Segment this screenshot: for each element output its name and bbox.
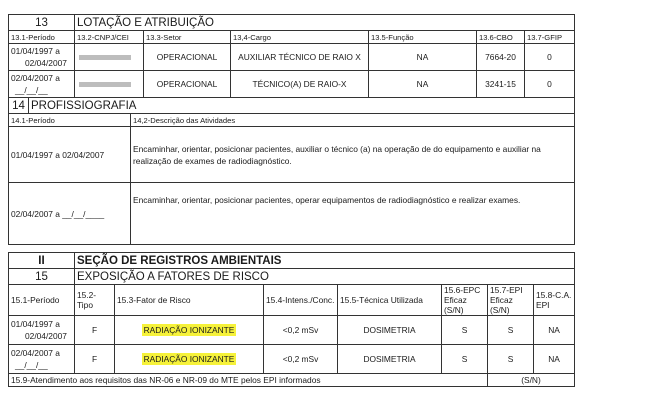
period-end: 02/04/2007 — [25, 331, 67, 341]
header-setor: 13.3-Setor — [144, 31, 231, 44]
table-row — [9, 44, 575, 71]
cargo-cell: AUXILIAR TÉCNICO DE RAIO X — [231, 44, 369, 71]
funcao-cell: NA — [369, 71, 477, 98]
ca-cell: NA — [534, 345, 575, 374]
gfip-cell: 0 — [525, 44, 575, 71]
epi-cell: S — [488, 345, 534, 374]
table-row — [9, 345, 575, 374]
gfip-cell: 0 — [525, 71, 575, 98]
header-cbo: 13.6-CBO — [477, 31, 525, 44]
section-15-header-row — [9, 285, 575, 316]
header-cnpj: 13.2-CNPJ/CEI — [75, 31, 144, 44]
section-13-title: LOTAÇÃO E ATRIBUIÇÃO — [75, 15, 575, 31]
header-gfip: 13.7-GFIP — [525, 31, 575, 44]
period-cell: 01/04/1997 a 02/04/2007 — [9, 127, 131, 183]
table-row — [9, 183, 575, 245]
tecnica-cell: DOSIMETRIA — [338, 316, 442, 345]
period-cell: 02/04/2007 a __/__/____ — [9, 183, 131, 245]
header-tecnica: 15.5-Técnica Utilizada — [338, 285, 442, 316]
tipo-cell: F — [75, 316, 115, 345]
table-row — [9, 71, 575, 98]
tipo-cell: F — [75, 345, 115, 374]
footer-value: (S/N) — [488, 374, 575, 387]
intens-cell: <0,2 mSv — [264, 345, 338, 374]
epi-cell: S — [488, 316, 534, 345]
setor-cell: OPERACIONAL — [144, 71, 231, 98]
cbo-cell: 3241-15 — [477, 71, 525, 98]
table-row — [9, 127, 575, 183]
description-cell: Encaminhar, orientar, posicionar pacientes, operar equipamentos de radiodiagnóstico e realizar exames. — [131, 183, 575, 245]
period-end: __/__/__ — [15, 85, 48, 95]
ppp-document — [8, 14, 574, 387]
period-cell — [9, 316, 75, 345]
redacted-cnpj — [79, 55, 131, 60]
section-13-table — [8, 14, 575, 98]
intens-cell: <0,2 mSv — [264, 316, 338, 345]
section-14-title: PROFISSIOGRAFIA — [29, 98, 575, 114]
header-periodo: 15.1-Período — [9, 285, 75, 316]
period-sep: a — [55, 46, 60, 56]
header-ca: 15.8-C.A. EPI — [534, 285, 575, 316]
period-end: __/__/__ — [15, 360, 48, 370]
header-periodo: 13.1-Período — [9, 31, 75, 44]
period-cell — [9, 71, 75, 98]
setor-cell: OPERACIONAL — [144, 44, 231, 71]
header-cargo: 13,4-Cargo — [231, 31, 369, 44]
section-15-table — [8, 252, 575, 387]
period-end: 02/04/2007 — [25, 58, 67, 68]
section-14-table — [8, 97, 575, 245]
highlighted-risk: RADIAÇÃO IONIZANTE — [143, 325, 235, 335]
section-14-number: 14 — [9, 98, 29, 114]
cnpj-cell — [75, 71, 144, 98]
period-start: 02/04/2007 — [11, 348, 53, 358]
period-sep: a — [55, 73, 60, 83]
period-start: 01/04/1997 — [11, 46, 53, 56]
section-15-footer-row — [9, 374, 575, 387]
cbo-cell: 7664-20 — [477, 44, 525, 71]
fator-cell — [115, 316, 264, 345]
section-14-header-row — [9, 114, 575, 127]
period-cell — [9, 345, 75, 374]
fator-cell — [115, 345, 264, 374]
header-intens: 15.4-Intens./Conc. — [264, 285, 338, 316]
header-descricao: 14,2-Descrição das Atividades — [131, 114, 575, 127]
table-row — [9, 316, 575, 345]
funcao-cell: NA — [369, 44, 477, 71]
section-ii-number: II — [9, 253, 75, 269]
period-sep: a — [55, 319, 60, 329]
description-cell: Encaminhar, orientar, posicionar pacientes, auxiliar o técnico (a) na operação de do equipamento e auxiliar na realização de exames de radiodiagnóstico. — [131, 127, 575, 183]
period-start: 01/04/1997 — [11, 319, 53, 329]
redacted-cnpj — [79, 82, 131, 87]
header-tipo: 15.2-Tipo — [75, 285, 115, 316]
header-periodo: 14.1-Período — [9, 114, 131, 127]
period-sep: a — [55, 348, 60, 358]
period-start: 02/04/2007 — [11, 73, 53, 83]
footer-requirement: 15.9-Atendimento aos requisitos das NR-06 e NR-09 do MTE pelos EPI informados — [9, 374, 488, 387]
ca-cell: NA — [534, 316, 575, 345]
section-13-header-row — [9, 31, 575, 44]
section-13-number: 13 — [9, 15, 75, 31]
section-15-number: 15 — [9, 269, 75, 285]
epc-cell: S — [442, 345, 488, 374]
section-ii-title: SEÇÃO DE REGISTROS AMBIENTAIS — [75, 253, 575, 269]
cnpj-cell — [75, 44, 144, 71]
header-fator: 15.3-Fator de Risco — [115, 285, 264, 316]
header-funcao: 13.5-Função — [369, 31, 477, 44]
header-epc: 15.6-EPC Eficaz (S/N) — [442, 285, 488, 316]
tecnica-cell: DOSIMETRIA — [338, 345, 442, 374]
period-cell — [9, 44, 75, 71]
cargo-cell: TÉCNICO(A) DE RAIO-X — [231, 71, 369, 98]
highlighted-risk: RADIAÇÃO IONIZANTE — [143, 354, 235, 364]
epc-cell: S — [442, 316, 488, 345]
section-15-title: EXPOSIÇÃO A FATORES DE RISCO — [75, 269, 575, 285]
header-epi: 15.7-EPI Eficaz (S/N) — [488, 285, 534, 316]
